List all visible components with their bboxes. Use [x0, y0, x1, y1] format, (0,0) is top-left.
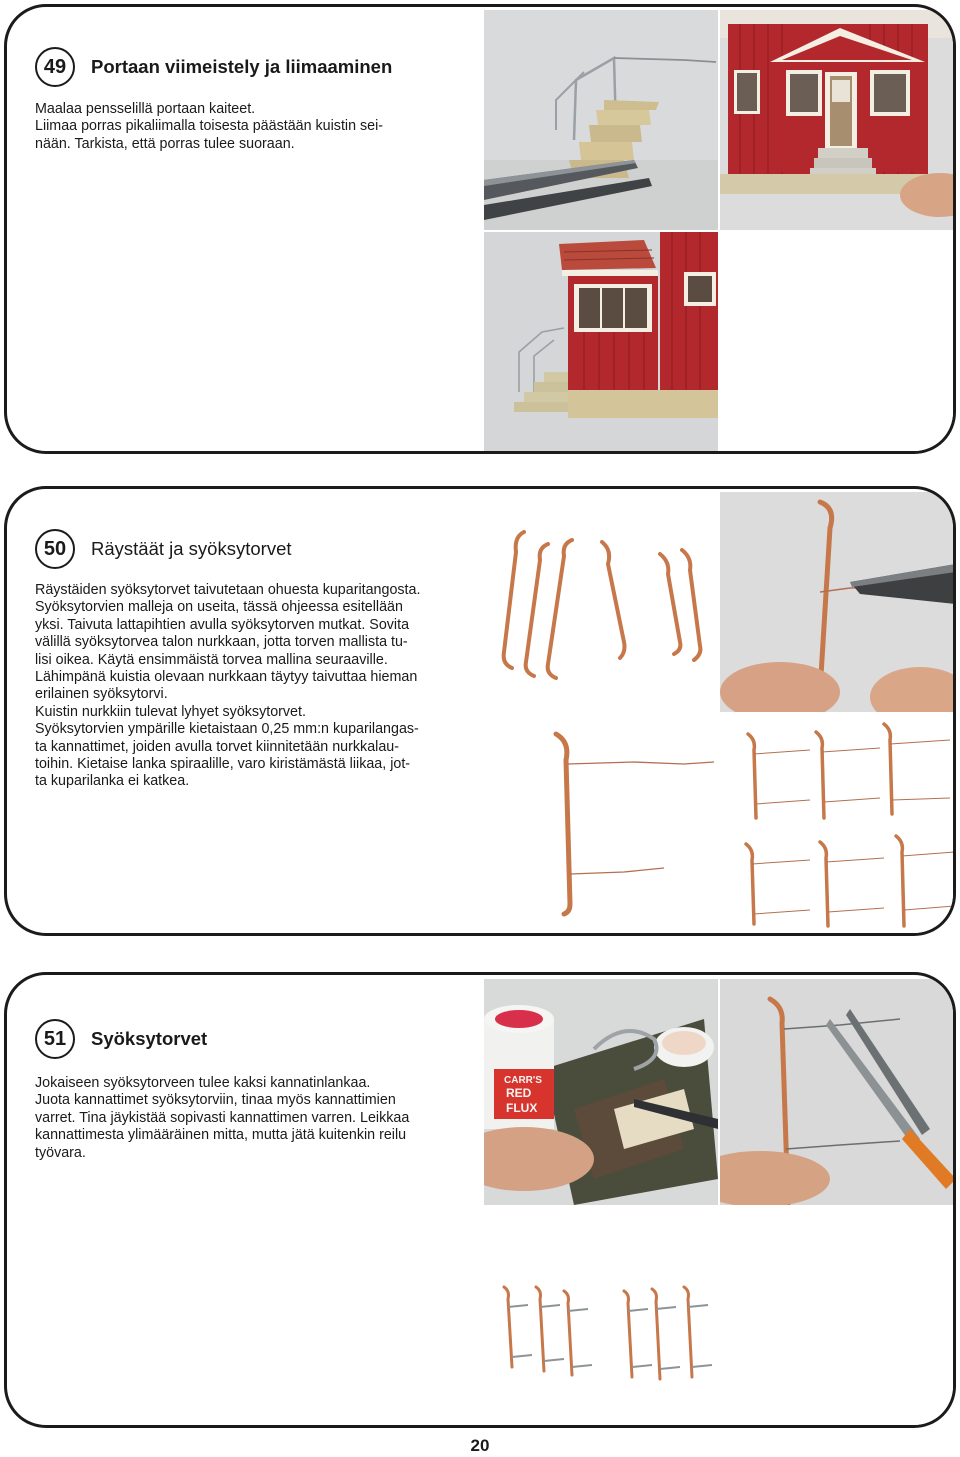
step-number-badge: 51 [35, 1019, 75, 1059]
step-text-50 [35, 582, 481, 791]
step-instructions: Maalaa pensselillä portaan kaiteet. Liimaa porras pikaliimalla toisesta päästään kuistin sei- nään. Tarkista, että porras tulee suoraan. [35, 101, 384, 152]
step-card-49 [4, 4, 956, 454]
step-instructions: Jokaiseen syöksytorveen tulee kaksi kannatinlankaa. Juota kannattimet syöksytorviin, tinaa myös kannattimien varret. Tina jäykistää sopivasti kannattimen varren. Leikkaa kannattimesta ylimääräinen mitta, mutta jätä kuitenkin reilu työvara. [35, 1075, 410, 1161]
photo-house-side [484, 232, 718, 454]
photo-house-front [720, 10, 956, 230]
step-header-50 [35, 529, 292, 569]
step-number-badge: 49 [35, 47, 75, 87]
step-title: Räystäät ja syöksytorvet [91, 538, 292, 559]
step-text-49 [35, 101, 481, 153]
photo-soldering-flux [484, 979, 718, 1205]
page-number: 20 [470, 1436, 490, 1455]
step-title: Syöksytorvet [91, 1028, 208, 1049]
step-number-badge: 50 [35, 529, 75, 569]
photo-stairs-tweezers [484, 10, 718, 230]
photo-pipe-with-wire [484, 714, 718, 936]
photo-six-pipes [720, 714, 956, 936]
step-header-51 [35, 1019, 207, 1059]
flux-label-line2: RED [506, 1086, 532, 1100]
flux-label-line3: FLUX [506, 1101, 538, 1115]
step-instructions: Räystäiden syöksytorvet taivutetaan ohuesta kuparitangosta. Syöksytorvien malleja on useita, tässä ohjeessa esitellään yksi. Taivuta lattapihtien avulla syöksytorven mutkat. Sovita välillä syöksytorvea talon nurkkaan, jotta torven mallista tu- lisi oikea. Käytä ensimmäistä torvea mallina seuraaville. Lähimpänä kuistia olevaan nurkkaan täytyy taivuttaa hieman erilainen syöksytorvi. Kuistin nurkkiin tulevat lyhyet syöksytorvet. Syöksytorvien ympärille kietaistaan 0,25 mm:n kuparilangas- ta kannattimet, joiden avulla torvet kiinnitetään nurkkalau- toihin. Kietaise lanka spiraalille, varo kiristämästä liikaa, jot- ta kuparilanka ei katkea. [35, 582, 421, 790]
photo-finished-pipes [484, 1207, 718, 1427]
photo-pliers-downpipe [720, 492, 956, 712]
photo-cutting-wire [720, 979, 956, 1205]
step-text-51 [35, 1075, 481, 1162]
flux-label-line1: CARR'S [504, 1075, 542, 1086]
photo-bent-downpipes [484, 492, 718, 712]
photo-empty-placeholder [720, 1207, 956, 1427]
step-header-49 [35, 47, 392, 87]
photo-empty-placeholder [720, 232, 956, 454]
step-title: Portaan viimeistely ja liimaaminen [91, 56, 393, 77]
step-card-50 [4, 486, 956, 936]
step-card-51 [4, 972, 956, 1428]
